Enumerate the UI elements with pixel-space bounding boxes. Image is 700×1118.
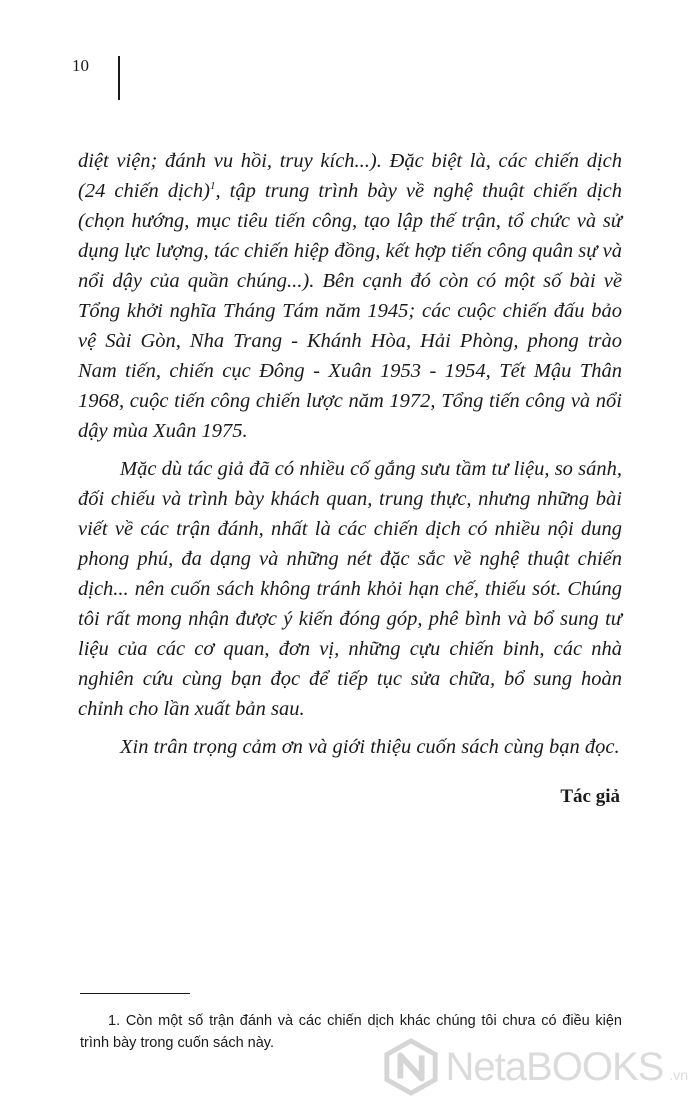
header-divider: [118, 56, 120, 100]
netabooks-n-logo-icon: [382, 1038, 440, 1096]
author-signature: Tác giả: [560, 786, 620, 807]
paragraph-3: Xin trân trọng cảm ơn và giới thiệu cuốn sách cùng bạn đọc.: [120, 736, 620, 758]
watermark: [382, 1038, 688, 1096]
paragraph-1: [78, 146, 622, 446]
watermark-brand: NetaBOOKS: [445, 1044, 664, 1089]
footnote-reference[interactable]: 1: [209, 180, 216, 193]
watermark-suffix: .vn: [669, 1067, 688, 1083]
paragraph-1-part-a: diệt viện; đánh vu hồi, truy kích...). Đặc biệt là, các chiến dịch (24 chiến dịch): [78, 150, 622, 202]
paragraph-2: Mặc dù tác giả đã có nhiều cố gắng sưu tầm tư liệu, so sánh, đối chiếu và trình bày khách quan, trung thực, nhưng những bài viết về các trận đánh, nhất là các chiến dịch có nhiều nội dung phong phú, đa dạng và những nét đặc sắc về nghệ thuật chiến dịch... nên cuốn sách không tránh khỏi hạn chế, thiếu sót. Chúng tôi rất mong nhận được ý kiến đóng góp, phê bình và bổ sung tư liệu của các cơ quan, đơn vị, những cựu chiến binh, các nhà nghiên cứu cùng bạn đọc để tiếp tục sửa chữa, bổ sung hoàn chỉnh cho lần xuất bản sau.: [78, 458, 622, 720]
page-number: 10: [72, 56, 89, 75]
paragraph-1-part-b: , tập trung trình bày về nghệ thuật chiến dịch (chọn hướng, mục tiêu tiến công, tạo lập thế trận, tổ chức và sử dụng lực lượng, tác chiến hiệp đồng, kết hợp tiến công quân sự và nổi dậy của quần chúng...). Bên cạnh đó còn có một số bài về Tổng khởi nghĩa Tháng Tám năm 1945; các cuộc chiến đấu bảo vệ Sài Gòn, Nha Trang - Khánh Hòa, Hải Phòng, phong trào Nam tiến, chiến cục Đông - Xuân 1953 - 1954, Tết Mậu Thân 1968, cuộc tiến công chiến lược năm 1972, Tổng tiến công và nổi dậy mùa Xuân 1975.: [78, 180, 623, 442]
body-text: [78, 146, 622, 770]
footnote-text: 1. Còn một số trận đánh và các chiến dịch khác chúng tôi chưa có điều kiện trình bày trong cuốn sách này.: [80, 1013, 622, 1051]
footnote-divider: [80, 993, 190, 994]
